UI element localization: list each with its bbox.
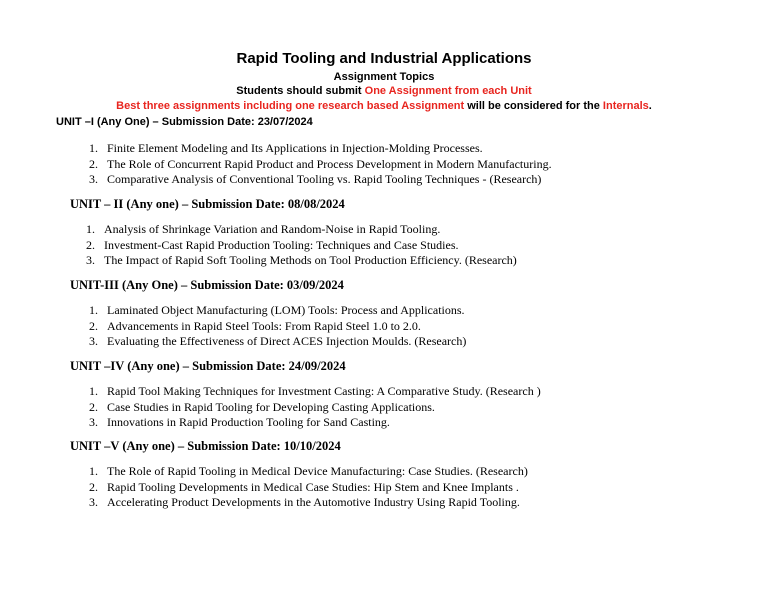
list-item: 2. Case Studies in Rapid Tooling for Developing Casting Applications. bbox=[89, 399, 435, 414]
document-subtitle: Assignment Topics bbox=[333, 71, 435, 83]
list-item: 1. Laminated Object Manufacturing (LOM) Tools: Process and Applications. bbox=[89, 303, 465, 317]
list-item: 1. Finite Element Modeling and Its Applications in Injection-Molding Processes. bbox=[89, 141, 483, 155]
unit-1-topic-list bbox=[89, 141, 552, 188]
unit-2-topic-list bbox=[86, 222, 517, 269]
document-title: Rapid Tooling and Industrial Applications bbox=[236, 50, 532, 67]
list-item: 1. The Role of Rapid Tooling in Medical Device Manufacturing: Case Studies. (Research) bbox=[89, 464, 528, 478]
list-item: 2. Advancements in Rapid Steel Tools: From Rapid Steel 1.0 to 2.0. bbox=[89, 318, 421, 333]
list-item: 3. Comparative Analysis of Conventional Tooling vs. Rapid Tooling Techniques - (Research) bbox=[89, 172, 542, 186]
unit-2-heading: UNIT – II (Any one) – Submission Date: 08/08/2024 bbox=[70, 197, 345, 211]
instruction-highlight: One Assignment from each Unit bbox=[364, 85, 532, 97]
list-item: 3. Accelerating Product Developments in the Automotive Industry Using Rapid Tooling. bbox=[89, 495, 520, 509]
unit-3-topic-list bbox=[89, 303, 466, 350]
criteria-prefix: Best three assignments including one research based Assignment bbox=[116, 100, 465, 112]
list-item: 1. Rapid Tool Making Techniques for Investment Casting: A Comparative Study. (Research ) bbox=[89, 384, 541, 398]
list-item: 2. Rapid Tooling Developments in Medical Case Studies: Hip Stem and Knee Implants . bbox=[89, 479, 519, 494]
evaluation-criteria bbox=[0, 100, 768, 112]
submission-instruction bbox=[0, 85, 768, 97]
criteria-highlight: Internals bbox=[602, 100, 649, 112]
instruction-prefix: Students should submit bbox=[236, 85, 365, 97]
criteria-end: . bbox=[648, 100, 652, 112]
list-item: 3. Innovations in Rapid Production Tooling for Sand Casting. bbox=[89, 415, 390, 429]
unit-5-topic-list bbox=[89, 464, 528, 511]
list-item: 3. The Impact of Rapid Soft Tooling Methods on Tool Production Efficiency. (Research) bbox=[86, 253, 517, 267]
list-item: 2. The Role of Concurrent Rapid Product and Process Development in Modern Manufacturing. bbox=[89, 156, 552, 171]
list-item: 1. Analysis of Shrinkage Variation and Random-Noise in Rapid Tooling. bbox=[86, 222, 441, 236]
list-item: 3. Evaluating the Effectiveness of Direct ACES Injection Moulds. (Research) bbox=[89, 334, 467, 348]
unit-5-heading: UNIT –V (Any one) – Submission Date: 10/10/2024 bbox=[70, 439, 341, 453]
criteria-middle: will be considered for the bbox=[464, 100, 603, 112]
list-item: 2. Investment-Cast Rapid Production Tooling: Techniques and Case Studies. bbox=[86, 237, 459, 252]
unit-1-heading: UNIT –I (Any One) – Submission Date: 23/07/2024 bbox=[56, 116, 313, 128]
unit-4-topic-list bbox=[89, 384, 541, 431]
unit-4-heading: UNIT –IV (Any one) – Submission Date: 24/09/2024 bbox=[70, 359, 346, 373]
unit-3-heading: UNIT-III (Any One) – Submission Date: 03/09/2024 bbox=[70, 278, 344, 292]
